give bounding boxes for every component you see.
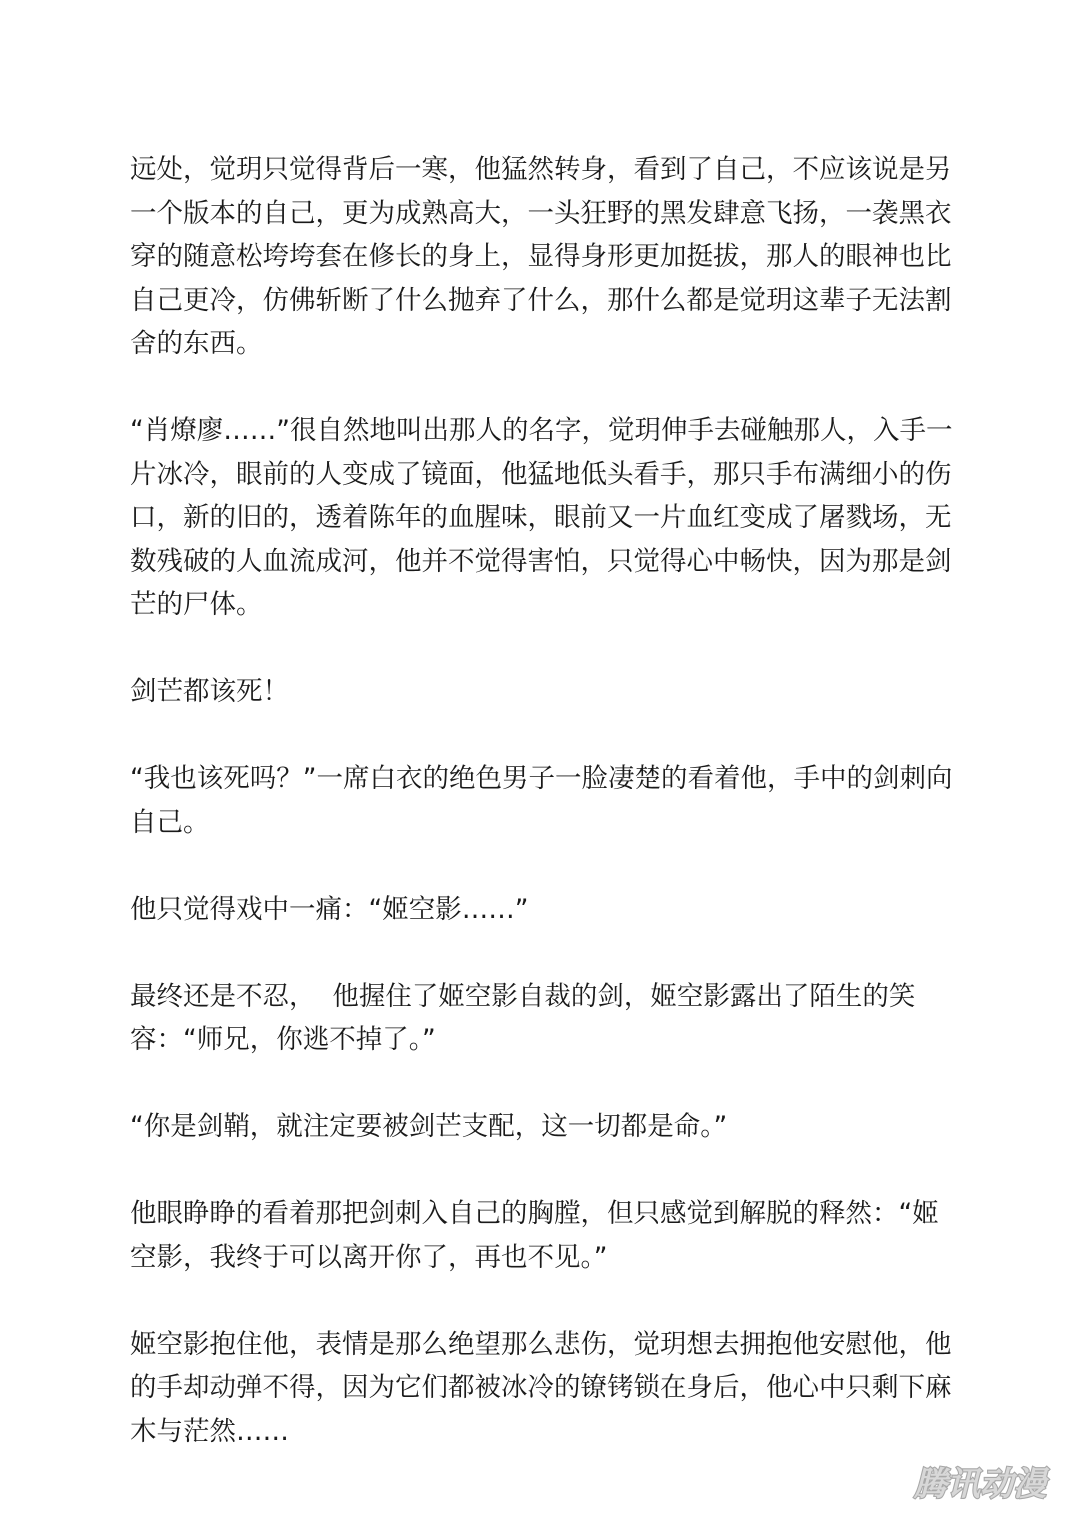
paragraph-3: 剑芒都该死！ xyxy=(130,676,289,707)
paragraph-6: 最终还是不忍， 他握住了姬空影自裁的剑，姬空影露出了陌生的笑容：“师兄，你逃不掉了。” xyxy=(130,980,916,1055)
watermark-logo-icon xyxy=(906,1458,1054,1506)
paragraph-4: “我也该死吗？”一席白衣的绝色男子一脸凄楚的看着他，手中的剑刺向自己。 xyxy=(130,763,953,838)
paragraph-7: “你是剑鞘，就注定要被剑芒支配，这一切都是命。” xyxy=(130,1111,728,1142)
story-text xyxy=(130,148,960,1453)
paragraph-1: 远处，觉玥只觉得背后一寒，他猛然转身，看到了自己，不应该说是另一个版本的自己，更为成熟高大，一头狂野的黑发肆意飞扬，一袭黑衣穿的随意松垮垮套在修长的身上，显得身形更加挺拔，那人的眼神也比自己更冷，仿佛斩断了什么抛弃了什么，那什么都是觉玥这辈子无法割舍的东西。 xyxy=(130,154,952,359)
paragraph-2: “肖燎廖……”很自然地叫出那人的名字，觉玥伸手去碰触那人，入手一片冰冷，眼前的人变成了镜面，他猛地低头看手，那只手布满细小的伤口，新的旧的，透着陈年的血腥味，眼前又一片血红变成了屠戮场，无数残破的人血流成河，他并不觉得害怕，只觉得心中畅快，因为那是剑芒的尸体。 xyxy=(130,415,953,620)
paragraph-9: 姬空影抱住他，表情是那么绝望那么悲伤，觉玥想去拥抱他安慰他，他的手却动弹不得，因为它们都被冰冷的镣铐锁在身后，他心中只剩下麻木与茫然…… xyxy=(130,1328,952,1447)
paragraph-5: 他只觉得戏中一痛：“姬空影……” xyxy=(130,893,529,925)
watermark-logo xyxy=(906,1458,1054,1506)
watermark-text: 腾讯动漫 xyxy=(914,1464,1046,1503)
paragraph-8: 他眼睁睁的看着那把剑刺入自己的胸膛，但只感觉到解脱的释然：“姬空影，我终于可以离开你了，再也不见。” xyxy=(130,1198,939,1273)
